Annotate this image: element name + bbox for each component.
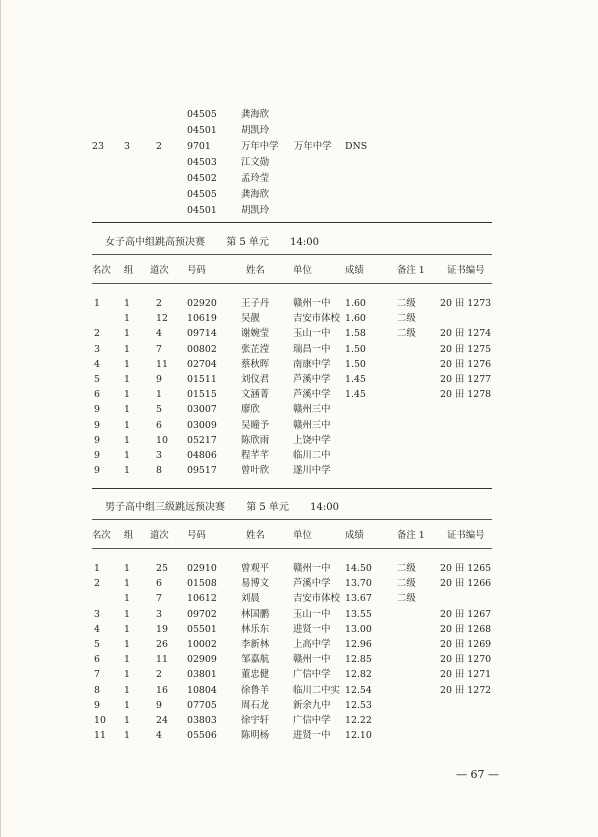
rank-cell: 3 xyxy=(94,608,100,620)
number-cell: 10002 xyxy=(187,639,217,650)
number-cell: 09517 xyxy=(187,465,217,477)
rank-cell: 2 xyxy=(94,578,100,590)
header-group: 组 xyxy=(124,265,134,276)
lane-cell: 5 xyxy=(156,404,162,416)
name-cell: 王子丹 xyxy=(241,298,270,309)
remark-cell: 二级 xyxy=(397,578,416,590)
lane-cell: 2 xyxy=(156,669,162,681)
relay-line xyxy=(1,203,598,218)
rank-cell: 7 xyxy=(94,669,100,681)
group-cell: 1 xyxy=(124,328,130,340)
table-row xyxy=(1,433,598,448)
group-cell: 1 xyxy=(124,434,130,446)
name-cell: 吴曈予 xyxy=(241,419,270,431)
section-title xyxy=(105,498,357,513)
name-cell: 刘仪君 xyxy=(241,374,270,385)
group-cell: 1 xyxy=(124,298,130,309)
rank-cell: 9 xyxy=(94,419,100,431)
table-row xyxy=(1,683,598,698)
table-row xyxy=(1,357,598,372)
lane-cell: 9 xyxy=(156,374,162,385)
unit-cell: 进贤一中 xyxy=(293,730,331,742)
number-cell: 05501 xyxy=(187,623,217,635)
lane-cell: 19 xyxy=(156,623,168,635)
table-row xyxy=(1,448,598,463)
rank-cell: 9 xyxy=(94,465,100,477)
relay-line xyxy=(1,155,598,170)
result-cell: 13.55 xyxy=(345,608,372,620)
number-cell: 05217 xyxy=(187,434,217,446)
header-rank: 名次 xyxy=(92,530,111,541)
group-cell: 1 xyxy=(124,404,130,416)
rank-cell: 5 xyxy=(94,374,100,385)
lane-cell: 26 xyxy=(156,639,168,650)
number-cell: 00802 xyxy=(187,343,217,355)
relay-line xyxy=(1,107,598,122)
table-row xyxy=(1,637,598,652)
result: DNS xyxy=(345,141,368,152)
table-row xyxy=(1,402,598,417)
rank-cell: 5 xyxy=(94,639,100,650)
lane-cell: 4 xyxy=(156,328,162,340)
result-cell: 13.67 xyxy=(345,593,372,605)
lane-cell: 11 xyxy=(156,358,168,370)
unit-cell: 赣州一中 xyxy=(293,298,331,309)
header-group: 组 xyxy=(124,530,134,541)
table-row xyxy=(1,713,598,728)
group: 3 xyxy=(124,141,130,152)
table-row xyxy=(1,387,598,402)
header-certificate: 证书编号 xyxy=(447,265,485,276)
lane-cell: 12 xyxy=(156,313,168,325)
group-cell: 1 xyxy=(124,669,130,681)
unit-cell: 临川二中实 xyxy=(293,684,340,696)
remark-cell: 二级 xyxy=(397,313,416,325)
unit-cell: 赣州一中 xyxy=(293,654,331,666)
table-row xyxy=(1,667,598,682)
unit-cell: 广信中学 xyxy=(293,715,331,726)
lane-cell: 4 xyxy=(156,730,162,742)
result-cell: 1.60 xyxy=(345,313,366,325)
divider xyxy=(92,254,492,255)
group-cell: 1 xyxy=(124,419,130,431)
number-cell: 09714 xyxy=(187,328,217,340)
name-cell: 程芊芊 xyxy=(241,450,270,461)
group-cell: 1 xyxy=(124,389,130,401)
table-row xyxy=(1,622,598,637)
remark-cell: 二级 xyxy=(397,298,416,309)
section-title xyxy=(105,233,337,248)
athlete-name: 胡凯玲 xyxy=(241,205,270,216)
table-row xyxy=(1,418,598,433)
result-cell: 12.10 xyxy=(345,730,372,742)
unit-cell: 芦溪中学 xyxy=(293,374,331,385)
unit-label: 第 5 单元 xyxy=(226,237,269,248)
number-cell: 10619 xyxy=(187,313,217,325)
unit-cell: 芦溪中学 xyxy=(293,578,331,590)
rank-cell: 3 xyxy=(94,343,100,355)
rank-cell: 4 xyxy=(94,358,100,370)
page-number: — 67 — xyxy=(456,768,499,781)
result-cell: 12.85 xyxy=(345,654,372,666)
athlete-number: 04505 xyxy=(187,189,217,200)
group-cell: 1 xyxy=(124,608,130,620)
group-cell: 1 xyxy=(124,343,130,355)
unit-cell: 赣州三中 xyxy=(293,419,331,431)
name-cell: 周石龙 xyxy=(241,699,270,711)
result-cell: 1.50 xyxy=(345,343,366,355)
lane: 2 xyxy=(156,141,162,152)
relay-line xyxy=(1,171,598,186)
team-unit: 万年中学 xyxy=(294,141,332,152)
unit-cell: 上饶中学 xyxy=(293,434,331,446)
athlete-number: 04501 xyxy=(187,125,217,136)
result-cell: 1.60 xyxy=(345,298,366,309)
table-row xyxy=(1,607,598,622)
relay-line xyxy=(1,187,598,202)
table-header xyxy=(1,528,598,543)
athlete-number: 04501 xyxy=(187,205,217,216)
group-cell: 1 xyxy=(124,654,130,666)
unit-cell: 南康中学 xyxy=(293,358,331,370)
rank-cell: 11 xyxy=(94,730,106,742)
lane-cell: 3 xyxy=(156,608,162,620)
remark-cell: 二级 xyxy=(397,593,416,605)
name-cell: 谢婉莹 xyxy=(241,328,270,340)
group-cell: 1 xyxy=(124,623,130,635)
team-number: 9701 xyxy=(187,141,211,152)
certificate-cell: 20 田 1277 xyxy=(440,374,492,385)
header-result: 成绩 xyxy=(345,530,364,541)
name-cell: 邹嘉航 xyxy=(241,654,270,666)
group-cell: 1 xyxy=(124,465,130,477)
certificate-cell: 20 田 1275 xyxy=(440,343,492,355)
divider xyxy=(92,283,492,284)
name-cell: 易博文 xyxy=(241,578,270,590)
group-cell: 1 xyxy=(124,730,130,742)
number-cell: 02909 xyxy=(187,654,217,666)
certificate-cell: 20 田 1267 xyxy=(440,608,492,620)
rank-cell: 4 xyxy=(94,623,100,635)
divider xyxy=(92,519,492,520)
unit-cell: 芦溪中学 xyxy=(293,389,331,401)
name-cell: 张芷滢 xyxy=(241,343,270,355)
certificate-cell: 20 田 1276 xyxy=(440,358,492,370)
name-cell: 刘晨 xyxy=(241,593,260,605)
unit-cell: 赣州一中 xyxy=(293,563,331,574)
number-cell: 10612 xyxy=(187,593,217,605)
lane-cell: 1 xyxy=(156,389,162,401)
event-time: 14:00 xyxy=(310,502,339,513)
result-cell: 14.50 xyxy=(345,563,372,574)
relay-team-line xyxy=(1,139,598,154)
group-cell: 1 xyxy=(124,684,130,696)
unit-cell: 玉山一中 xyxy=(293,608,331,620)
athlete-number: 04503 xyxy=(187,157,217,168)
lane-cell: 25 xyxy=(156,563,168,574)
unit-cell: 玉山一中 xyxy=(293,328,331,340)
rank-cell: 9 xyxy=(94,404,100,416)
name-cell: 曾观平 xyxy=(241,563,270,574)
unit-cell: 新余九中 xyxy=(293,699,331,711)
unit-cell: 广信中学 xyxy=(293,669,331,681)
unit-cell: 吉安市体校 xyxy=(293,593,340,605)
rank-cell: 8 xyxy=(94,684,100,696)
unit-cell: 临川二中 xyxy=(293,450,331,461)
header-name: 姓名 xyxy=(246,530,265,541)
header-number: 号码 xyxy=(187,265,206,276)
certificate-cell: 20 田 1271 xyxy=(440,669,492,681)
header-certificate: 证书编号 xyxy=(447,530,485,541)
number-cell: 10804 xyxy=(187,684,217,696)
header-remark: 备注 1 xyxy=(397,265,425,276)
unit-cell: 吉安市体校 xyxy=(293,313,340,325)
number-cell: 01508 xyxy=(187,578,217,590)
certificate-cell: 20 田 1273 xyxy=(440,298,492,309)
name-cell: 徐宇轩 xyxy=(241,715,270,726)
athlete-name: 龚海欣 xyxy=(241,189,270,200)
certificate-cell: 20 田 1266 xyxy=(440,578,492,590)
group-cell: 1 xyxy=(124,715,130,726)
table-row xyxy=(1,463,598,478)
name-cell: 林国鹏 xyxy=(241,608,270,620)
certificate-cell: 20 田 1274 xyxy=(440,328,492,340)
certificate-cell: 20 田 1265 xyxy=(440,563,492,574)
number-cell: 01515 xyxy=(187,389,217,401)
number-cell: 02920 xyxy=(187,298,217,309)
unit-cell: 进贤一中 xyxy=(293,623,331,635)
header-lane: 道次 xyxy=(150,530,169,541)
lane-cell: 7 xyxy=(156,593,162,605)
certificate-cell: 20 田 1278 xyxy=(440,389,492,401)
name-cell: 吴靓 xyxy=(241,313,260,325)
number-cell: 05506 xyxy=(187,730,217,742)
group-cell: 1 xyxy=(124,313,130,325)
result-cell: 1.50 xyxy=(345,358,366,370)
certificate-cell: 20 田 1272 xyxy=(440,684,492,696)
name-cell: 陈欣雨 xyxy=(241,434,270,446)
lane-cell: 16 xyxy=(156,684,168,696)
certificate-cell: 20 田 1268 xyxy=(440,623,492,635)
header-lane: 道次 xyxy=(150,265,169,276)
certificate-cell: 20 田 1270 xyxy=(440,654,492,666)
relay-line xyxy=(1,123,598,138)
rank-cell: 1 xyxy=(94,298,100,309)
group-cell: 1 xyxy=(124,563,130,574)
name-cell: 文涵菁 xyxy=(241,389,270,401)
unit-cell: 赣州三中 xyxy=(293,404,331,416)
divider xyxy=(92,222,492,223)
rank-cell: 1 xyxy=(94,563,100,574)
unit-cell: 上高中学 xyxy=(293,639,331,650)
header-unit: 单位 xyxy=(293,530,312,541)
table-row xyxy=(1,576,598,591)
header-remark: 备注 1 xyxy=(397,530,425,541)
rank-cell: 9 xyxy=(94,699,100,711)
divider xyxy=(92,548,492,549)
table-row xyxy=(1,698,598,713)
event-time: 14:00 xyxy=(290,237,319,248)
table-row xyxy=(1,591,598,606)
table-row xyxy=(1,326,598,341)
rank-cell: 9 xyxy=(94,450,100,461)
rank-cell: 6 xyxy=(94,654,100,666)
lane-cell: 3 xyxy=(156,450,162,461)
table-row xyxy=(1,652,598,667)
table-row xyxy=(1,728,598,743)
result-cell: 12.54 xyxy=(345,684,372,696)
ranking: 23 xyxy=(92,141,104,152)
unit-label: 第 5 单元 xyxy=(246,502,289,513)
result-cell: 12.96 xyxy=(345,639,372,650)
rank-cell: 10 xyxy=(94,715,106,726)
team-name: 万年中学 xyxy=(241,141,279,152)
lane-cell: 2 xyxy=(156,298,162,309)
group-cell: 1 xyxy=(124,358,130,370)
number-cell: 03009 xyxy=(187,419,217,431)
lane-cell: 7 xyxy=(156,343,162,355)
rank-cell: 2 xyxy=(94,328,100,340)
group-cell: 1 xyxy=(124,639,130,650)
table-row xyxy=(1,372,598,387)
table-row xyxy=(1,561,598,576)
number-cell: 03007 xyxy=(187,404,217,416)
name-cell: 李新林 xyxy=(241,639,270,650)
result-cell: 13.00 xyxy=(345,623,372,635)
name-cell: 董忠健 xyxy=(241,669,270,681)
number-cell: 01511 xyxy=(187,374,217,385)
table-header xyxy=(1,263,598,278)
event-name: 男子高中组三级跳远预决赛 xyxy=(105,502,225,513)
divider xyxy=(92,488,492,489)
header-name: 姓名 xyxy=(246,265,265,276)
remark-cell: 二级 xyxy=(397,328,416,340)
group-cell: 1 xyxy=(124,374,130,385)
rank-cell: 6 xyxy=(94,389,100,401)
lane-cell: 10 xyxy=(156,434,168,446)
number-cell: 04806 xyxy=(187,450,217,461)
certificate-cell: 20 田 1269 xyxy=(440,639,492,650)
header-rank: 名次 xyxy=(92,265,111,276)
unit-cell: 遂川中学 xyxy=(293,465,331,477)
lane-cell: 9 xyxy=(156,699,162,711)
athlete-name: 胡凯玲 xyxy=(241,125,270,136)
athlete-name: 龚海欣 xyxy=(241,109,270,120)
number-cell: 07705 xyxy=(187,699,217,711)
table-row xyxy=(1,296,598,311)
header-number: 号码 xyxy=(187,530,206,541)
athlete-name: 孟玲莹 xyxy=(241,173,270,184)
number-cell: 09702 xyxy=(187,608,217,620)
group-cell: 1 xyxy=(124,450,130,461)
number-cell: 02704 xyxy=(187,358,217,370)
group-cell: 1 xyxy=(124,578,130,590)
name-cell: 林乐东 xyxy=(241,623,270,635)
result-cell: 1.45 xyxy=(345,389,366,401)
result-cell: 12.22 xyxy=(345,715,372,726)
number-cell: 03801 xyxy=(187,669,217,681)
athlete-number: 04505 xyxy=(187,109,217,120)
name-cell: 曾叶欣 xyxy=(241,465,270,477)
header-result: 成绩 xyxy=(345,265,364,276)
name-cell: 陈明杨 xyxy=(241,730,270,742)
athlete-name: 江文勋 xyxy=(241,157,270,168)
name-cell: 蔡秋晖 xyxy=(241,358,270,370)
result-cell: 13.70 xyxy=(345,578,372,590)
table-row xyxy=(1,342,598,357)
event-name: 女子高中组跳高预决赛 xyxy=(105,237,205,248)
lane-cell: 6 xyxy=(156,419,162,431)
result-cell: 12.82 xyxy=(345,669,372,681)
table-row xyxy=(1,311,598,326)
lane-cell: 6 xyxy=(156,578,162,590)
athlete-number: 04502 xyxy=(187,173,217,184)
lane-cell: 8 xyxy=(156,465,162,477)
name-cell: 徐鲁羊 xyxy=(241,684,270,696)
rank-cell: 9 xyxy=(94,434,100,446)
number-cell: 02910 xyxy=(187,563,217,574)
result-cell: 1.45 xyxy=(345,374,366,385)
number-cell: 03803 xyxy=(187,715,217,726)
unit-cell: 瑞昌一中 xyxy=(293,343,331,355)
header-unit: 单位 xyxy=(293,265,312,276)
result-cell: 12.53 xyxy=(345,699,372,711)
group-cell: 1 xyxy=(124,593,130,605)
lane-cell: 24 xyxy=(156,715,168,726)
lane-cell: 11 xyxy=(156,654,168,666)
group-cell: 1 xyxy=(124,699,130,711)
result-cell: 1.58 xyxy=(345,328,366,340)
remark-cell: 二级 xyxy=(397,563,416,574)
name-cell: 廖欣 xyxy=(241,404,260,416)
